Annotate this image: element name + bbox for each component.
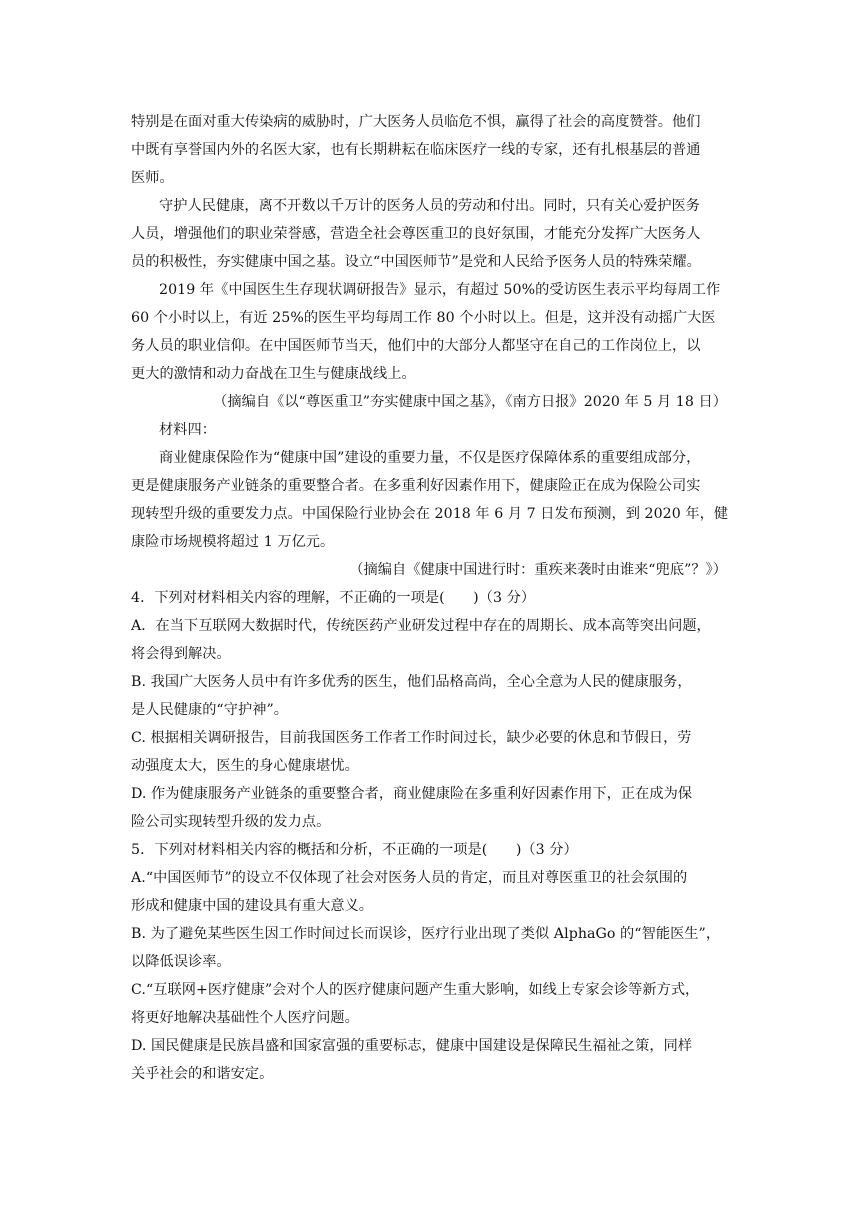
paragraph-line: 守护人民健康，离不开数以千万计的医务人员的劳动和付出。同时，只有关心爱护医务 [159,198,701,214]
paragraph-line: 更大的激情和动力奋战在卫生与健康战线上。 [131,366,416,382]
source-citation: （摘编自《以“尊医重卫”夯实健康中国之基》，《南方日报》2020 年 5 月 18 日） [213,394,727,410]
option-c: C.“互联网+医疗健康”会对个人的医疗健康问题产生重大影响，如线上专家会诊等新方式， [131,982,700,998]
source-citation: （摘编自《健康中国进行时：重疾来袭时由谁来“兜底”？》） [349,562,727,578]
paragraph-line: 务人员的职业信仰。在中国医师节当天，他们中的大部分人都坚守在自己的工作岗位上，以 [131,338,701,354]
option-a-cont: 形成和健康中国的建设具有重大意义。 [131,898,374,914]
option-b-cont: 是人民健康的“守护神”。 [131,702,288,718]
paragraph-line: 2019 年《中国医生生存现状调研报告》显示，有超过 50%的受访医生表示平均每周工作 [159,282,721,298]
paragraph-line: 康险市场规模将超过 1 万亿元。 [131,534,335,550]
option-a: A.“中国医师节”的设立不仅体现了社会对医务人员的肯定，而且对尊医重卫的社会氛围的 [131,870,688,886]
option-c: C. 根据相关调研报告，目前我国医务工作者工作时间过长，缺少必要的休息和节假日，劳 [131,730,692,746]
option-d-cont: 关乎社会的和谐安定。 [131,1066,274,1082]
question-stem: 4．下列对材料相关内容的理解，不正确的一项是( )（3 分） [131,590,536,606]
option-d: D. 作为健康服务产业链条的重要整合者，商业健康险在多重利好因素作用下，正在成为保 [131,786,693,802]
paragraph-line: 员的积极性，夯实健康中国之基。设立“中国医师节”是党和人民给予医务人员的特殊荣耀。 [131,254,701,270]
option-b: B. 为了避免某些医生因工作时间过长而误诊，医疗行业出现了类似 AlphaGo 的“智能医生”， [131,926,721,942]
option-a: A．在当下互联网大数据时代，传统医药产业研发过程中存在的周期长、成本高等突出问题， [131,618,711,634]
document-page [131,108,731,1088]
paragraph-line: 商业健康保险作为“健康中国”建设的重要力量，不仅是医疗保障体系的重要组成部分， [159,450,701,466]
paragraph-line: 人员，增强他们的职业荣誉感，营造全社会尊医重卫的良好氛围，才能充分发挥广大医务人 [131,226,701,242]
paragraph-line: 现转型升级的重要发力点。中国保险行业协会在 2018 年 6 月 7 日发布预测，到 2020 年，健 [131,506,729,522]
section-heading: 材料四： [159,422,216,438]
question-stem: 5．下列对材料相关内容的概括和分析，不正确的一项是( )（3 分） [131,842,578,858]
option-c-cont: 将更好地解决基础性个人医疗问题。 [131,1010,359,1026]
paragraph-line: 更是健康服务产业链条的重要整合者。在多重利好因素作用下，健康险正在成为保险公司实 [131,478,701,494]
option-a-cont: 将会得到解决。 [131,646,231,662]
option-d-cont: 险公司实现转型升级的发力点。 [131,814,331,830]
paragraph-line: 中既有享誉国内外的名医大家，也有长期耕耘在临床医疗一线的专家，还有扎根基层的普通 [131,142,701,158]
option-d: D. 国民健康是民族昌盛和国家富强的重要标志，健康中国建设是保障民生福祉之策，同样 [131,1038,693,1054]
paragraph-line: 60 个小时以上，有近 25%的医生平均每周工作 80 个小时以上。但是，这并没有动摇广大医 [131,310,716,326]
option-c-cont: 动强度太大，医生的身心健康堪忧。 [131,758,359,774]
option-b: B. 我国广大医务人员中有许多优秀的医生，他们品格高尚，全心全意为人民的健康服务， [131,674,692,690]
paragraph-line: 医师。 [131,170,174,186]
option-b-cont: 以降低误诊率。 [131,954,231,970]
paragraph-line: 特别是在面对重大传染病的威胁时，广大医务人员临危不惧，赢得了社会的高度赞誉。他们 [131,114,701,130]
